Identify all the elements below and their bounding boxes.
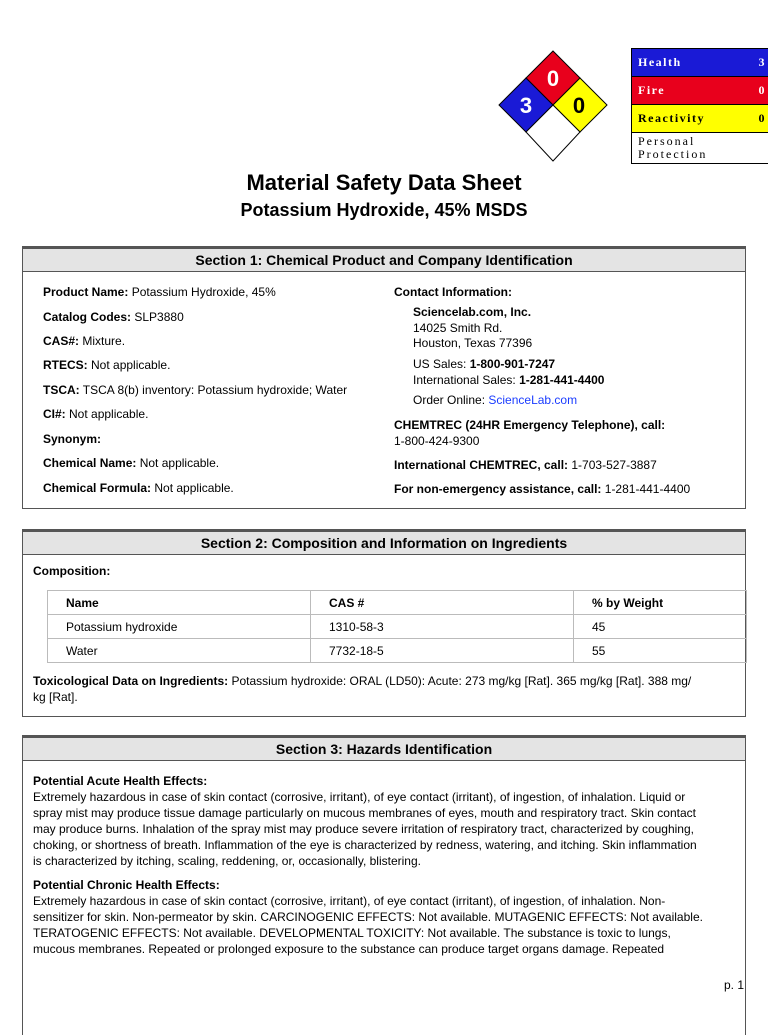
chronic-effects-line: sensitizer for skin. Non-permeator by skin. CARCINOGENIC EFFECTS: Not available. MUTAGENIC EFFECTS: Not available. — [33, 910, 703, 924]
chronic-effects-block — [33, 877, 745, 957]
page-number: p. 1 — [723, 978, 744, 992]
section-2 — [22, 529, 746, 717]
cas-label: CAS#: — [43, 334, 80, 348]
non-emergency-value: 1-281-441-4400 — [604, 482, 691, 496]
composition-label-text: Composition: — [33, 564, 111, 578]
hmis-table — [631, 48, 768, 164]
tsca-value: TSCA 8(b) inventory: Potassium hydroxide; Water — [82, 383, 348, 397]
ingredient-cas-cell: 7732-18-5 — [311, 639, 574, 663]
chemical-name-value: Not applicable. — [139, 456, 220, 470]
column-header-cas: CAS # — [311, 591, 574, 615]
hmis-health-value: 3 — [758, 55, 766, 69]
hmis-reactivity-row — [632, 105, 768, 133]
intl-sales-field — [413, 373, 604, 387]
acute-effects-line: Extremely hazardous in case of skin contact (corrosive, irritant), of eye contact (irritant), of ingestion, of inhalation. Liquid or — [33, 790, 686, 804]
company-name-text: Sciencelab.com, Inc. — [413, 305, 532, 319]
toxicological-data-label: Toxicological Data on Ingredients: — [33, 674, 229, 688]
chemical-formula-label: Chemical Formula: — [43, 481, 152, 495]
chemical-name-label: Chemical Name: — [43, 456, 137, 470]
synonym-field — [43, 432, 101, 446]
catalog-codes-value: SLP3880 — [134, 310, 184, 324]
hmis-fire-label: Fire — [638, 83, 666, 97]
nfpa-reactivity-value: 0 — [572, 93, 586, 118]
ci-label: CI#: — [43, 407, 66, 421]
acute-effects-label: Potential Acute Health Effects: — [33, 774, 208, 788]
chemical-name-field — [43, 456, 219, 470]
nfpa-fire-value: 0 — [546, 66, 560, 91]
contact-info-label — [394, 285, 512, 299]
chemtrec-label — [394, 418, 665, 432]
table-row — [48, 639, 747, 663]
intl-chemtrec-value: 1-703-527-3887 — [571, 458, 657, 472]
intl-chemtrec-label: International CHEMTREC, call: — [394, 458, 569, 472]
section-3-header: Section 3: Hazards Identification — [23, 736, 745, 761]
rtecs-field — [43, 358, 170, 372]
acute-effects-block — [33, 773, 745, 869]
toxicological-data-text-2: kg [Rat]. — [33, 690, 78, 704]
section-3 — [22, 735, 746, 1035]
ingredient-weight-cell: 55 — [574, 639, 747, 663]
toxicological-data-text: Potassium hydroxide: ORAL (LD50): Acute: 273 mg/kg [Rat]. 365 mg/kg [Rat]. 388 mg/ — [231, 674, 692, 688]
hmis-health-row — [632, 49, 768, 77]
hmis-personal-protection-row — [632, 133, 768, 163]
catalog-codes-label: Catalog Codes: — [43, 310, 132, 324]
hmis-fire-row — [632, 77, 768, 105]
product-name-field — [43, 285, 276, 299]
toxicological-data — [33, 673, 733, 705]
company-name — [413, 305, 531, 319]
section-2-header: Section 2: Composition and Information on Ingredients — [23, 530, 745, 555]
acute-effects-line: may produce burns. Inhalation of the spray mist may produce severe irritation of respiratory tract, characterized by coughing, — [33, 822, 694, 836]
ci-field — [43, 407, 148, 421]
composition-table — [47, 590, 747, 663]
non-emergency-label: For non-emergency assistance, call: — [394, 482, 602, 496]
order-online-label: Order Online: — [413, 393, 486, 407]
document-title: Material Safety Data Sheet — [246, 170, 522, 195]
table-row — [48, 615, 747, 639]
acute-effects-line: spray mist may produce tissue damage particularly on mucous membranes of eyes, mouth and respiratory tract. Skin contact — [33, 806, 696, 820]
chronic-effects-line: mucous membranes. Repeated or prolonged exposure to the substance can produce target organs damage. Repeated — [33, 942, 665, 956]
rtecs-label: RTECS: — [43, 358, 88, 372]
nfpa-health-value: 3 — [519, 93, 533, 118]
tsca-field — [43, 383, 347, 397]
hmis-reactivity-value: 0 — [758, 111, 766, 125]
chronic-effects-label: Potential Chronic Health Effects: — [33, 878, 220, 892]
ingredient-name-cell: Potassium hydroxide — [48, 615, 311, 639]
hmis-pp-label-2: Protection — [638, 147, 708, 161]
hmis-fire-value: 0 — [758, 83, 766, 97]
ingredient-weight-cell: 45 — [574, 615, 747, 639]
chronic-effects-line: TERATOGENIC EFFECTS: Not available. DEVELOPMENTAL TOXICITY: Not available. The substance is toxic to lungs, — [33, 926, 671, 940]
catalog-codes-field — [43, 310, 184, 324]
ci-value: Not applicable. — [69, 407, 149, 421]
chemtrec-phone: 1-800-424-9300 — [394, 434, 480, 448]
chemical-formula-field — [43, 481, 234, 495]
address-line-1: 14025 Smith Rd. — [413, 321, 503, 335]
composition-label — [33, 564, 110, 578]
column-header-name: Name — [48, 591, 311, 615]
rtecs-value: Not applicable. — [91, 358, 171, 372]
chronic-effects-line: Extremely hazardous in case of skin contact (corrosive, irritant), of eye contact (irritant), of ingestion, of inhalation. Non- — [33, 894, 666, 908]
product-name-value: Potassium Hydroxide, 45% — [131, 285, 276, 299]
tsca-label: TSCA: — [43, 383, 80, 397]
column-header-weight: % by Weight — [574, 591, 747, 615]
chemical-formula-value: Not applicable. — [154, 481, 234, 495]
order-online-field — [413, 393, 577, 407]
section-1 — [22, 246, 746, 509]
hmis-pp-label-1: Personal — [638, 134, 696, 148]
intl-chemtrec-field — [394, 458, 657, 472]
address-line-2: Houston, Texas 77396 — [413, 336, 533, 350]
document-subtitle: Potassium Hydroxide, 45% MSDS — [240, 200, 528, 220]
us-sales-label: US Sales: — [413, 357, 467, 371]
acute-effects-line: choking, or shortness of breath. Inflammation of the eye is characterized by redness, watering, and itching. Skin inflammation — [33, 838, 697, 852]
hmis-health-label: Health — [638, 55, 682, 69]
ingredient-name-cell: Water — [48, 639, 311, 663]
intl-sales-label: International Sales: — [413, 373, 516, 387]
intl-sales-value: 1-281-441-4400 — [519, 373, 605, 387]
nfpa-diamond — [498, 50, 608, 162]
non-emergency-field — [394, 482, 690, 496]
synonym-label: Synonym: — [43, 432, 102, 446]
ingredient-cas-cell: 1310-58-3 — [311, 615, 574, 639]
hmis-reactivity-label: Reactivity — [638, 111, 705, 125]
chemtrec-label-text: CHEMTREC (24HR Emergency Telephone), call: — [394, 418, 666, 432]
acute-effects-line: is characterized by itching, scaling, reddening, or, occasionally, blistering. — [33, 854, 421, 868]
cas-field — [43, 334, 125, 348]
contact-info-label-text: Contact Information: — [394, 285, 512, 299]
product-name-label: Product Name: — [43, 285, 129, 299]
section-1-header: Section 1: Chemical Product and Company Identification — [23, 247, 745, 272]
cas-value: Mixture. — [82, 334, 126, 348]
composition-table-header — [48, 591, 747, 615]
us-sales-value: 1-800-901-7247 — [469, 357, 556, 371]
sciencelab-link[interactable]: ScienceLab.com — [488, 393, 578, 407]
us-sales-field — [413, 357, 555, 371]
